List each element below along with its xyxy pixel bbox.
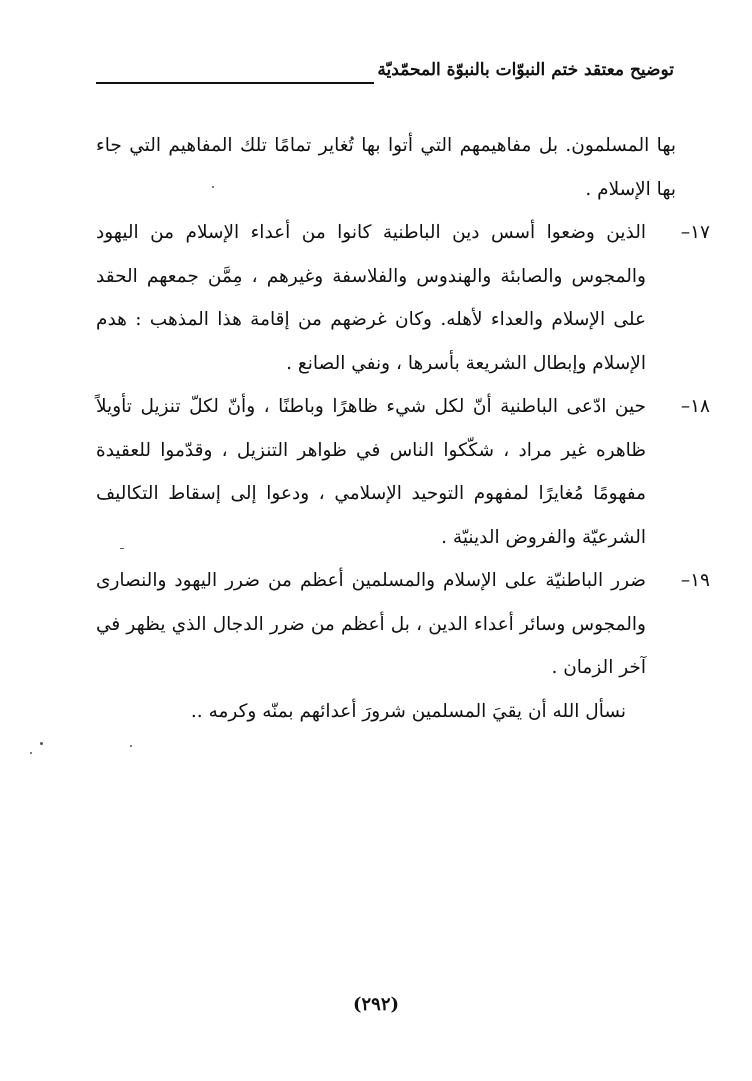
scan-speck: [30, 752, 32, 754]
page-number: (٢٩٢): [352, 994, 400, 1015]
scan-speck: [212, 186, 214, 188]
item-text: حين ادّعى الباطنية أنّ لكل شيء ظاهرًا وباطنًا ، وأنّ لكلّ تنزيل تأويلاً ظاهره غير مراد ، شكّكوا الناس في ظواهر التنزيل ، وقدّموا للعقيدة مفهومًا مُغايرًا لمفهوم التوحيد الإسلامي ، ودعوا إلى إسقاط التكاليف الشرعيّة والفروض الدينيّة .: [96, 396, 646, 548]
running-header: [96, 54, 674, 94]
closing-prayer: نسأل الله أن يقيَ المسلمين شرورَ أعدائهم بمنّه وكرمه ..: [190, 700, 626, 722]
list-item: [96, 559, 710, 690]
item-number: ١٩–: [680, 570, 710, 591]
item-number: ١٧–: [680, 222, 710, 243]
list-item: [96, 385, 710, 559]
item-text: الذين وضعوا أسس دين الباطنية كانوا من أعداء الإسلام من اليهود والمجوس والصابئة والهندوس والفلاسفة وغيرهم ، مِمَّن جمعهم الحقد على الإسلام والعداء لأهله. وكان غرضهم من إقامة هذا المذهب : هدم الإسلام وإبطال الشريعة بأسرها ، ونفي الصانع .: [96, 222, 646, 374]
scan-speck: [120, 548, 124, 549]
intro-paragraph: بها المسلمون. بل مفاهيمهم التي أتوا بها تُغاير تمامًا تلك المفاهيم التي جاء بها الإسلام .: [96, 135, 676, 200]
item-number: ١٨–: [680, 396, 710, 417]
scan-speck: [40, 742, 43, 745]
header-title: توضيح معتقد ختم النبوّات بالنبوّة المحمّديّة: [377, 60, 674, 80]
item-text: ضرر الباطنيّة على الإسلام والمسلمين أعظم من ضرر اليهود والنصارى والمجوس وسائر أعداء الدين ، بل أعظم من ضرر الدجال الذي يظهر في آخر الزمان .: [96, 570, 646, 678]
body-text: [96, 124, 710, 733]
list-item: [96, 211, 710, 385]
scan-speck: [130, 745, 132, 747]
header-rule: [96, 82, 374, 84]
